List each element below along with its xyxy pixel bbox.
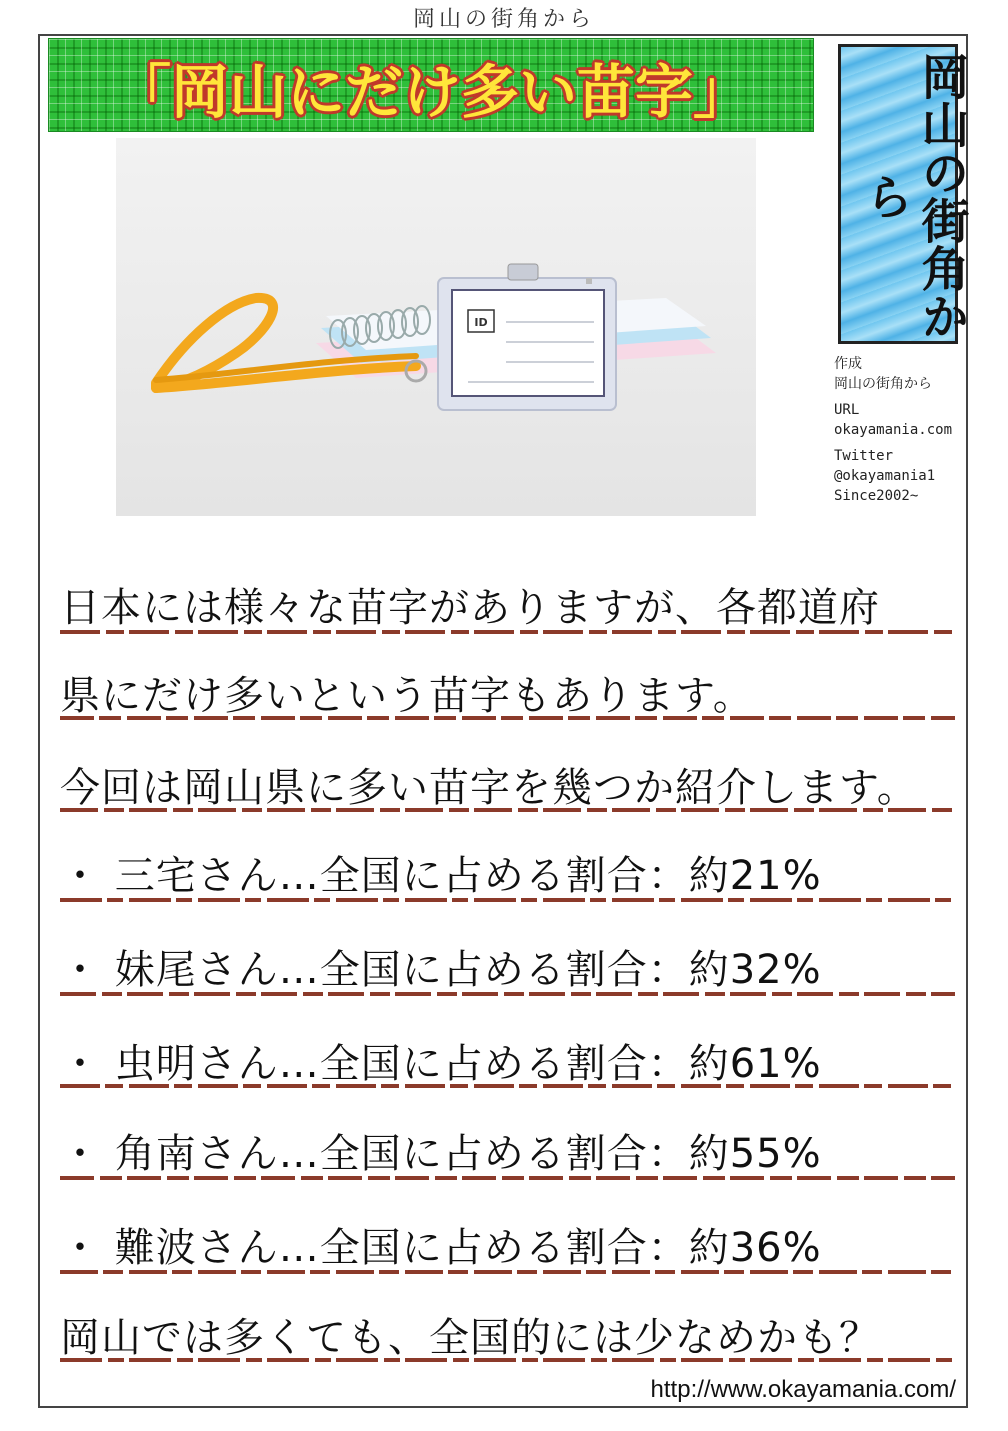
underline	[60, 1174, 955, 1182]
id-card-photo	[116, 138, 756, 516]
surname-item-seno: ・ 妹尾さん…全国に占める割合：約32%	[60, 947, 822, 993]
underline	[60, 806, 955, 814]
intro-line-1: 日本には様々な苗字がありますが、各都道府	[60, 585, 880, 631]
credits-twitter-label: Twitter	[834, 448, 894, 464]
footer-url[interactable]: http://www.okayamania.com/	[650, 1376, 956, 1403]
closing-line: 岡山では多くても、全国的には少なめかも？	[60, 1315, 880, 1361]
side-badge-text: 岡山の街角から	[857, 52, 969, 340]
surname-item-namba: ・ 難波さん…全国に占める割合：約36%	[60, 1225, 822, 1271]
underline	[60, 714, 955, 722]
underline	[60, 1356, 955, 1364]
credits-since: Since2002~	[834, 488, 919, 504]
title-banner	[48, 38, 814, 132]
credits-made-label: 作成	[834, 356, 862, 372]
underline	[60, 990, 955, 998]
intro-line-3: 今回は岡山県に多い苗字を幾つか紹介します。	[60, 765, 918, 811]
intro-line-2: 県にだけ多いという苗字もあります。	[60, 673, 754, 719]
surname-item-mushiake: ・ 虫明さん…全国に占める割合：約61%	[60, 1041, 822, 1087]
credits-url-label: URL	[834, 402, 860, 418]
underline	[60, 896, 955, 904]
card-logo: ID	[474, 316, 488, 329]
credits-url-value: okayamania.com	[834, 422, 953, 438]
surname-item-miyake: ・ 三宅さん…全国に占める割合：約21%	[60, 853, 822, 899]
credits-made-by: 岡山の街角から	[834, 376, 932, 392]
surname-item-sunami: ・ 角南さん…全国に占める割合：約55%	[60, 1131, 822, 1177]
banner-title: 「岡山にだけ多い苗字」	[112, 58, 751, 126]
credits-twitter-handle: @okayamania1	[834, 468, 936, 484]
credits	[834, 354, 968, 506]
underline	[60, 628, 955, 636]
underline	[60, 1268, 955, 1276]
top-caption: 岡山の街角から	[412, 7, 595, 32]
id-card	[452, 290, 604, 396]
side-badge	[838, 44, 969, 344]
underline	[60, 1082, 955, 1090]
